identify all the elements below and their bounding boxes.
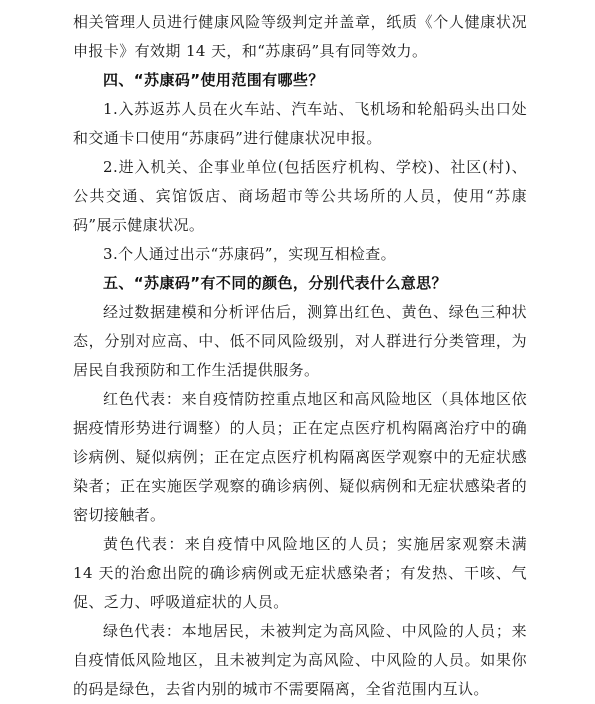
section-4-item-2: 2.进入机关、企事业单位(包括医疗机构、学校)、社区(村)、公共交通、宾馆饭店、商场超市等公共场所的人员，使用“苏康码”展示健康状况。 [73, 158, 527, 234]
yellow-code-paragraph [73, 530, 527, 617]
red-code-text: 来自疫情防控重点地区和高风险地区（具体地区依据疫情形势进行调整）的人员；正在定点医疗机构隔离治疗中的确诊病例、疑似病例；正在定点医疗机构隔离医学观察中的无症状感染者；正在实施医学观察的确诊病例、疑似病例和无症状感染者的密切接触者。 [73, 390, 527, 524]
intro-paragraph: 相关管理人员进行健康风险等级判定并盖章，纸质《个人健康状况申报卡》有效期 14 天，和“苏康码”具有同等效力。 [73, 13, 527, 60]
section-5-intro: 经过数据建模和分析评估后，测算出红色、黄色、绿色三种状态，分别对应高、中、低不同风险级别，对人群进行分类管理，为居民自我预防和工作生活提供服务。 [73, 303, 527, 379]
green-code-label: 绿色代表： [103, 622, 182, 640]
section-4-item-1: 1.入苏返苏人员在火车站、汽车站、飞机场和轮船码头出口处和交通卡口使用“苏康码”进行健康状况申报。 [73, 100, 527, 147]
green-code-paragraph [73, 617, 527, 704]
yellow-code-label: 黄色代表： [103, 535, 185, 553]
section-5-heading: 五、“苏康码”有不同的颜色，分别代表什么意思？ [103, 274, 447, 292]
section-4-heading: 四、“苏康码”使用范围有哪些？ [103, 71, 324, 89]
red-code-paragraph [73, 385, 527, 530]
green-code-text: 本地居民，未被判定为高风险、中风险的人员；来自疫情低风险地区，且未被判定为高风险、中风险的人员。如果你的码是绿色，去省内别的城市不需要隔离，全省范围内互认。 [73, 622, 527, 698]
section-4-item-3: 3.个人通过出示“苏康码”，实现互相检查。 [103, 245, 397, 263]
red-code-label: 红色代表： [103, 390, 182, 408]
yellow-code-text: 来自疫情中风险地区的人员；实施居家观察未满 14 天的治愈出院的确诊病例或无症状感染者；有发热、干咳、气促、乏力、呼吸道症状的人员。 [73, 535, 527, 611]
